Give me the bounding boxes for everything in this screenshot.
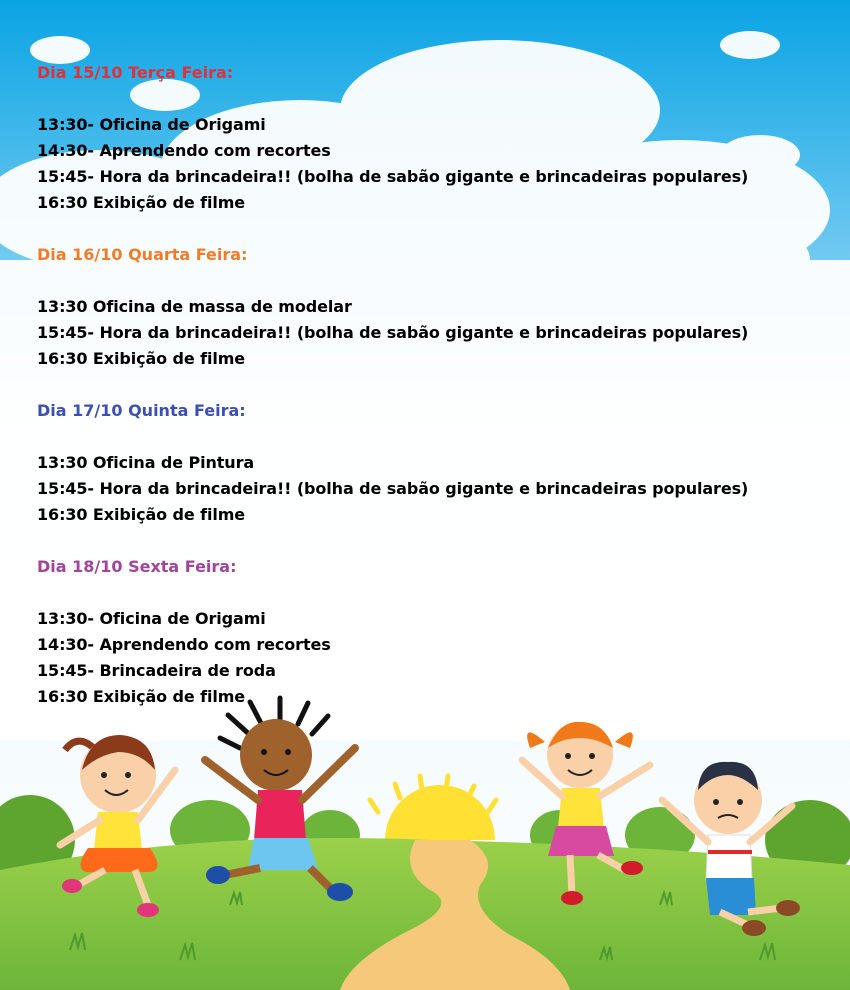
event-item: 16:30 Exibição de filme bbox=[37, 349, 246, 368]
day-block-18-10 bbox=[37, 554, 837, 710]
day-title: Dia 15/10 Terça Feira: bbox=[37, 63, 234, 82]
event-item: 13:30 Oficina de Pintura bbox=[37, 453, 255, 472]
spacer bbox=[37, 580, 837, 606]
event-item: 16:30 Exibição de filme bbox=[37, 687, 246, 706]
event-item: 15:45- Hora da brincadeira!! (bolha de sabão gigante e brincadeiras populares) bbox=[37, 479, 749, 498]
day-block-16-10 bbox=[37, 242, 837, 372]
day-block-17-10 bbox=[37, 398, 837, 528]
day-title: Dia 18/10 Sexta Feira: bbox=[37, 557, 237, 576]
event-item: 14:30- Aprendendo com recortes bbox=[37, 635, 331, 654]
day-title: Dia 17/10 Quinta Feira: bbox=[37, 401, 246, 420]
event-item: 13:30 Oficina de massa de modelar bbox=[37, 297, 352, 316]
event-item: 15:45- Hora da brincadeira!! (bolha de sabão gigante e brincadeiras populares) bbox=[37, 323, 749, 342]
event-item: 15:45- Hora da brincadeira!! (bolha de sabão gigante e brincadeiras populares) bbox=[37, 167, 749, 186]
event-item: 13:30- Oficina de Origami bbox=[37, 609, 266, 628]
spacer bbox=[37, 268, 837, 294]
event-item: 16:30 Exibição de filme bbox=[37, 193, 246, 212]
day-title: Dia 16/10 Quarta Feira: bbox=[37, 245, 248, 264]
spacer bbox=[37, 86, 837, 112]
day-block-15-10 bbox=[37, 60, 837, 216]
event-item: 13:30- Oficina de Origami bbox=[37, 115, 266, 134]
spacer bbox=[37, 424, 837, 450]
event-item: 14:30- Aprendendo com recortes bbox=[37, 141, 331, 160]
event-item: 16:30 Exibição de filme bbox=[37, 505, 246, 524]
event-item: 15:45- Brincadeira de roda bbox=[37, 661, 276, 680]
schedule bbox=[37, 60, 837, 736]
